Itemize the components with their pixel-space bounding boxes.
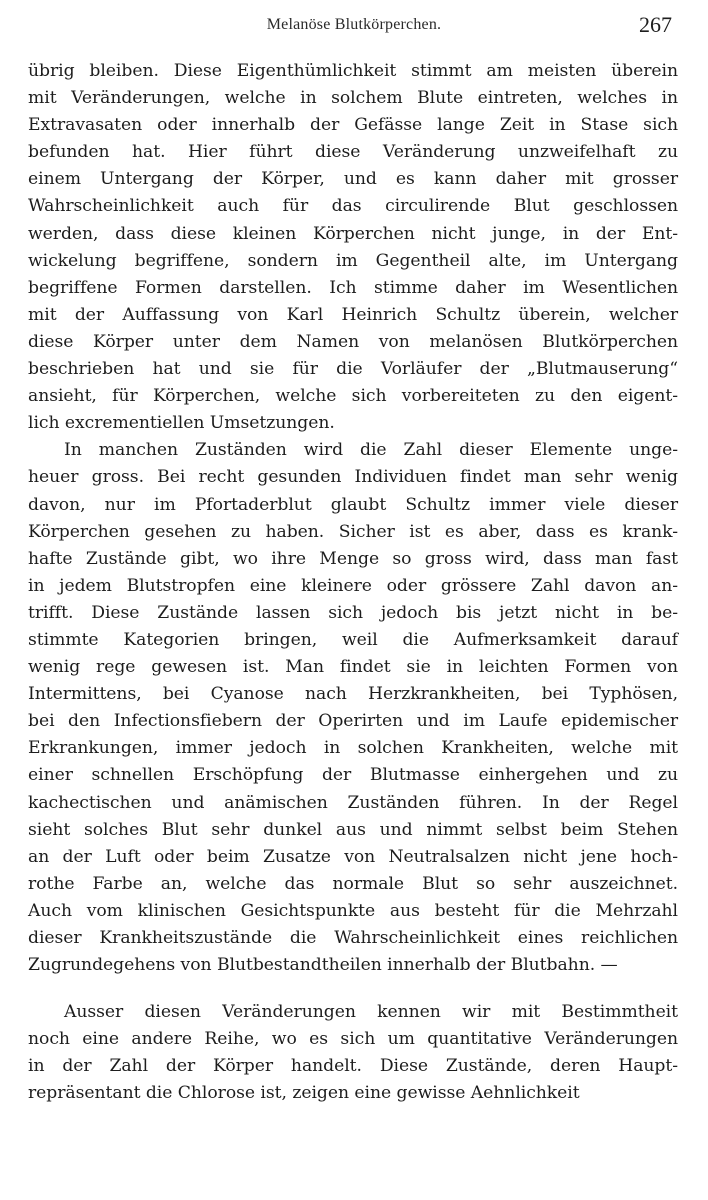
page-number: 267 [639,12,672,37]
text-line: In manchen Zuständen wird die Zahl dieser Elemente unge- [64,440,678,461]
text-line: bei den Infectionsfiebern der Operirten und im Laufe epidemischer [28,711,678,732]
page-header [0,10,708,44]
text-line: hafte Zustände gibt, wo ihre Menge so gross wird, dass man fast [28,548,678,569]
text-line: Ausser diesen Veränderungen kennen wir mit Bestimmtheit [64,1002,678,1023]
text-line: rothe Farbe an, welche das normale Blut so sehr auszeichnet. [28,873,678,894]
text-line: einem Untergang der Körper, und es kann daher mit grosser [28,169,678,190]
running-title: Melanöse Blutkörperchen. [266,16,442,33]
text-line: begriffene Formen darstellen. Ich stimme daher im Wesentlichen [28,277,678,298]
text-line: mit Veränderungen, welche in solchem Blute eintreten, welches in [28,88,678,109]
text-line: Körperchen gesehen zu haben. Sicher ist es aber, dass es krank- [28,521,678,542]
text-line: werden, dass diese kleinen Körperchen nicht junge, in der Ent- [28,223,678,244]
text-line: an der Luft oder beim Zusatze von Neutralsalzen nicht jene hoch- [28,846,678,867]
text-line: wickelung begriffene, sondern im Gegentheil alte, im Untergang [28,250,678,271]
text-line: Extravasaten oder innerhalb der Gefässe lange Zeit in Stase sich [28,115,678,136]
text-line: Auch vom klinischen Gesichtspunkte aus besteht für die Mehrzahl [28,900,678,921]
text-line: diese Körper unter dem Namen von melanösen Blutkörperchen [28,331,678,352]
text-line: Intermittens, bei Cyanose nach Herzkrankheiten, bei Typhösen, [28,684,678,705]
paragraph-1 [28,58,678,437]
text-line: lich excrementiellen Umsetzungen. [28,413,335,434]
text-line: stimmte Kategorien bringen, weil die Aufmerksamkeit darauf [28,629,678,650]
text-line: mit der Auffassung von Karl Heinrich Schultz überein, welcher [28,304,678,325]
text-line: Wahrscheinlichkeit auch für das circulirende Blut geschlossen [28,196,678,217]
text-line: übrig bleiben. Diese Eigenthümlichkeit stimmt am meisten überein [28,61,678,81]
text-line: dieser Krankheitszustände die Wahrscheinlichkeit eines reichlichen [28,928,678,948]
paragraph-3 [28,999,678,1107]
text-line: noch eine andere Reihe, wo es sich um quantitative Veränderungen [28,1029,678,1050]
text-line: kachectischen und anämischen Zuständen führen. In der Regel [28,792,678,813]
text-line: wenig rege gewesen ist. Man findet sie in leichten Formen von [28,657,678,678]
paragraph-2 [28,437,678,979]
text-line: ansieht, für Körperchen, welche sich vorbereiteten zu den eigent- [28,386,678,407]
text-line: heuer gross. Bei recht gesunden Individuen findet man sehr wenig [28,467,678,488]
text-line: davon, nur im Pfortaderblut glaubt Schultz immer viele dieser [28,494,678,515]
page-body [28,58,678,1108]
text-line: in der Zahl der Körper handelt. Diese Zustände, deren Haupt- [28,1056,678,1077]
text-line: repräsentant die Chlorose ist, zeigen eine gewisse Aehnlichkeit [28,1083,580,1104]
text-line: einer schnellen Erschöpfung der Blutmasse einhergehen und zu [28,765,678,786]
text-line: trifft. Diese Zustände lassen sich jedoch bis jetzt nicht in be- [28,602,678,623]
text-line: in jedem Blutstropfen eine kleinere oder grössere Zahl davon an- [28,575,678,596]
text-line: Zugrundegehens von Blutbestandtheilen innerhalb der Blutbahn. — [28,955,618,976]
text-line: sieht solches Blut sehr dunkel aus und nimmt selbst beim Stehen [28,819,678,840]
text-line: befunden hat. Hier führt diese Veränderung unzweifelhaft zu [28,142,678,163]
text-line: Erkrankungen, immer jedoch in solchen Krankheiten, welche mit [28,738,678,759]
paragraph-gap [28,979,678,999]
text-line: beschrieben hat und sie für die Vorläufer der „Blutmauserung“ [28,359,678,380]
